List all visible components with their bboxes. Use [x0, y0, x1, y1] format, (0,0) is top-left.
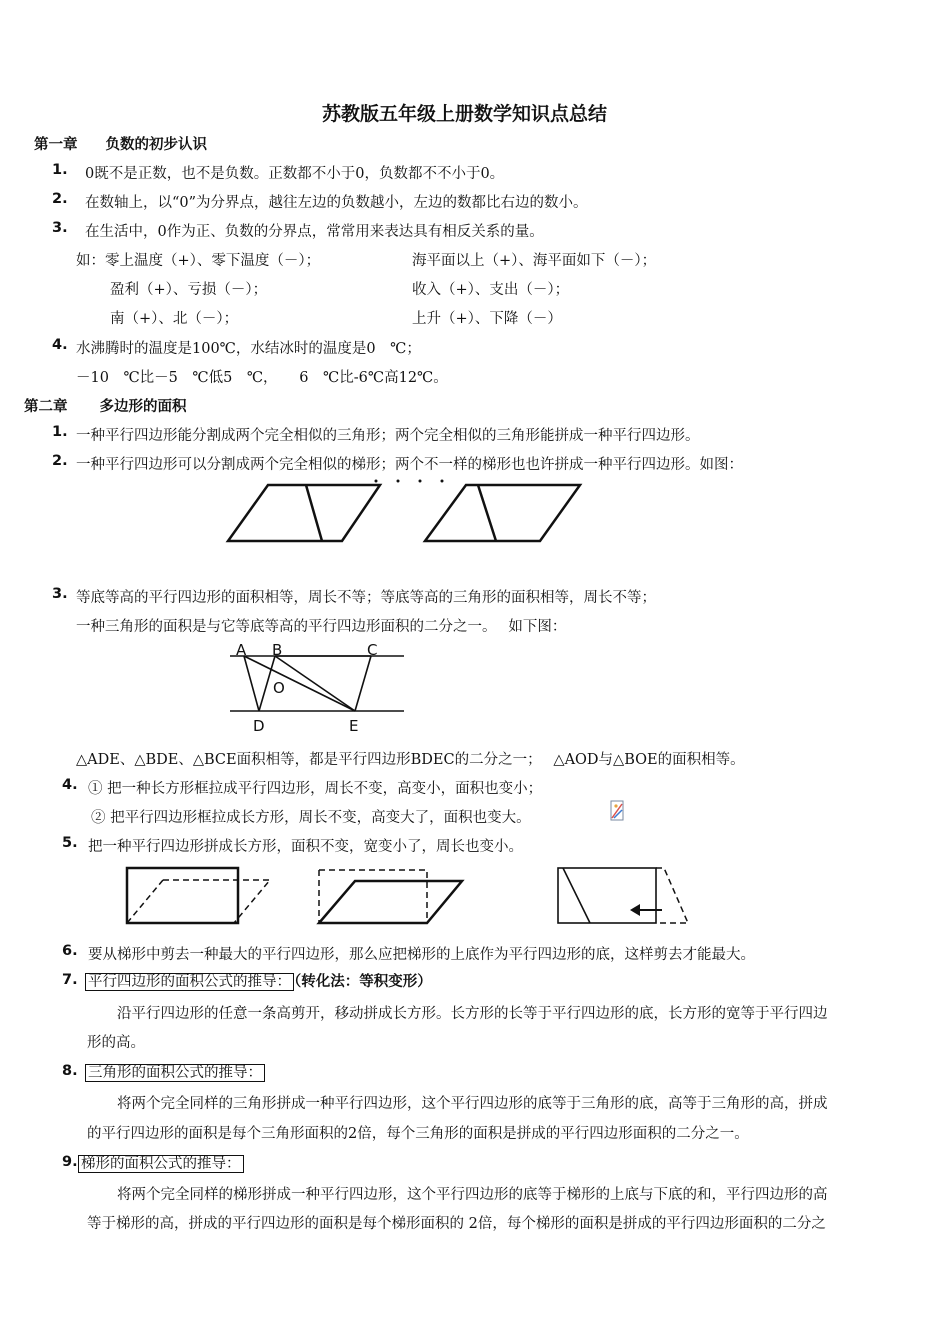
ch2-item-number: 5. — [62, 835, 78, 851]
page-title: 苏教版五年级上册数学知识点总结 — [322, 103, 608, 125]
ch2-item-text: ① 把一种长方形框拉成平行四边形，周长不变，高变小，面积也变小； — [88, 781, 543, 797]
fig1-dashed-parallelogram — [163, 880, 270, 923]
ch2-item-number: 6. — [62, 943, 78, 959]
ch2-item-8-heading — [85, 1061, 265, 1082]
chapter-1-number: 第一章 — [34, 137, 78, 153]
label-o: O — [273, 679, 285, 697]
ch2-item-number: 7. — [62, 972, 78, 988]
label-e: E — [349, 717, 359, 735]
ch1-item-text: 水沸腾时的温度是100℃，水结冰时的温度是0 ℃； — [76, 341, 421, 357]
ch1-item-number: 4. — [52, 337, 68, 353]
label-c: C — [367, 641, 378, 659]
ch2-item-text: 要从梯形中剪去一种最大的平行四边形，那么应把梯形的上底作为平行四边形的底，这样剪去才能最大。 — [88, 947, 755, 963]
ch1-example-right: 收入（+）、支出（－）； — [412, 282, 570, 298]
boxed-heading: 梯形的面积公式的推导： — [78, 1155, 244, 1173]
chapter-2-number: 第二章 — [24, 399, 68, 415]
chapter-1-title: 负数的初步认识 — [105, 137, 207, 153]
ch1-item-number: 2. — [52, 191, 68, 207]
ch1-example-left: 盈利（+）、亏损（－）； — [110, 282, 268, 298]
ch1-item-text: 在数轴上，以“0”为分界点，越往左边的负数越小，左边的数都比右边的数小。 — [85, 195, 588, 211]
ch1-item-text: 在生活中，0作为正、负数的分界点，常常用来表达具有相反关系的量。 — [85, 224, 544, 240]
ch1-example-left: 南（+）、北（－）； — [110, 311, 239, 327]
ch2-item-text: 把一种平行四边形拼成长方形，面积不变，宽变小了，周长也变小。 — [88, 839, 523, 855]
ch2-item-paragraph: 将两个完全同样的梯形拼成一种平行四边形，这个平行四边形的底等于梯形的上底与下底的和，平行四边形的高 — [117, 1187, 828, 1203]
ch2-item-paragraph: 将两个完全同样的三角形拼成一种平行四边形，这个平行四边形的底等于三角形的底，高等于三角形的高，拼成 — [117, 1096, 828, 1112]
fig2-parallelogram — [319, 881, 462, 923]
ch2-item-number: 8. — [62, 1063, 78, 1079]
ch1-example-left: 如：零上温度（+）、零下温度（－）； — [76, 253, 321, 269]
ch2-item-paragraph: 沿平行四边形的任意一条高剪开，移动拼成长方形。长方形的长等于平行四边形的底，长方形的宽等于平行四边 — [117, 1006, 828, 1022]
ch2-item-text: 一种平行四边形可以分割成两个完全相似的梯形；两个不一样的梯形也也许拼成一种平行四边形。如图： — [76, 457, 743, 473]
ch2-item-number: 4. — [62, 777, 78, 793]
ch2-item-number: 9. — [62, 1154, 78, 1170]
ch2-item-number: 1. — [52, 424, 68, 440]
label-a: A — [236, 641, 247, 659]
boxed-heading: 三角形的面积公式的推导： — [85, 1064, 265, 1082]
fig1-rectangle — [127, 868, 238, 923]
ch1-item-number: 3. — [52, 220, 68, 236]
ch1-item-text-continued: －10 ℃比－5 ℃低5 ℃， 6 ℃比-6℃高12℃。 — [76, 370, 448, 386]
fig2-dashed-rectangle — [319, 870, 427, 923]
ch2-item-paragraph: 等于梯形的高，拼成的平行四边形的面积是每个梯形面积的 2倍，每个梯形的面积是拼成的平行四边形面积的二分之 — [87, 1216, 826, 1232]
ch2-item-text-continued: ② 把平行四边形框拉成长方形，周长不变，高变大了，面积也变大。 — [91, 810, 531, 826]
ch2-item-9-heading — [78, 1152, 244, 1173]
ch1-example-right: 海平面以上（+）、海平面如下（－）； — [412, 253, 657, 269]
ch2-item-text: 一种平行四边形能分割成两个完全相似的三角形；两个完全相似的三角形能拼成一种平行四边形。 — [76, 428, 700, 444]
fig3-dashed-triangle — [656, 868, 688, 923]
ch2-item-paragraph: 的平行四边形的面积是每个三角形面积的2倍，每个三角形的面积是拼成的平行四边形面积的二分之一。 — [87, 1126, 749, 1142]
ch2-item-number: 2. — [52, 453, 68, 469]
fig3-cut-line — [563, 868, 590, 923]
ch1-item-number: 1. — [52, 162, 68, 178]
boxed-heading: 平行四边形的面积公式的推导： — [85, 973, 294, 991]
ch2-item-number: 3. — [52, 586, 68, 602]
ch2-item-text: 等底等高的平行四边形的面积相等，周长不等；等底等高的三角形的面积相等，周长不等； — [76, 590, 656, 606]
ch1-example-right: 上升（+）、下降（－） — [412, 311, 562, 327]
ch1-item-text: 0既不是正数，也不是负数。正数都不小于0，负数都不不小于0。 — [85, 166, 505, 182]
ch2-item-paragraph: 形的高。 — [87, 1035, 145, 1051]
label-b: B — [272, 641, 283, 659]
ch2-item-text-continued: △ADE、△BDE、△BCE面积相等，都是平行四边形BDEC的二分之一； △AOD与△BOE的面积相等。 — [76, 752, 745, 768]
chapter-2-title: 多边形的面积 — [99, 399, 187, 415]
bold-note: （转化法：等积变形） — [294, 974, 432, 990]
ch2-item-text-continued: 一种三角形的面积是与它等底等高的平行四边形面积的二分之一。 如下图： — [76, 619, 567, 635]
fig3-rectangle — [558, 868, 656, 923]
ch2-item-7-heading — [85, 970, 432, 991]
label-d: D — [253, 717, 265, 735]
